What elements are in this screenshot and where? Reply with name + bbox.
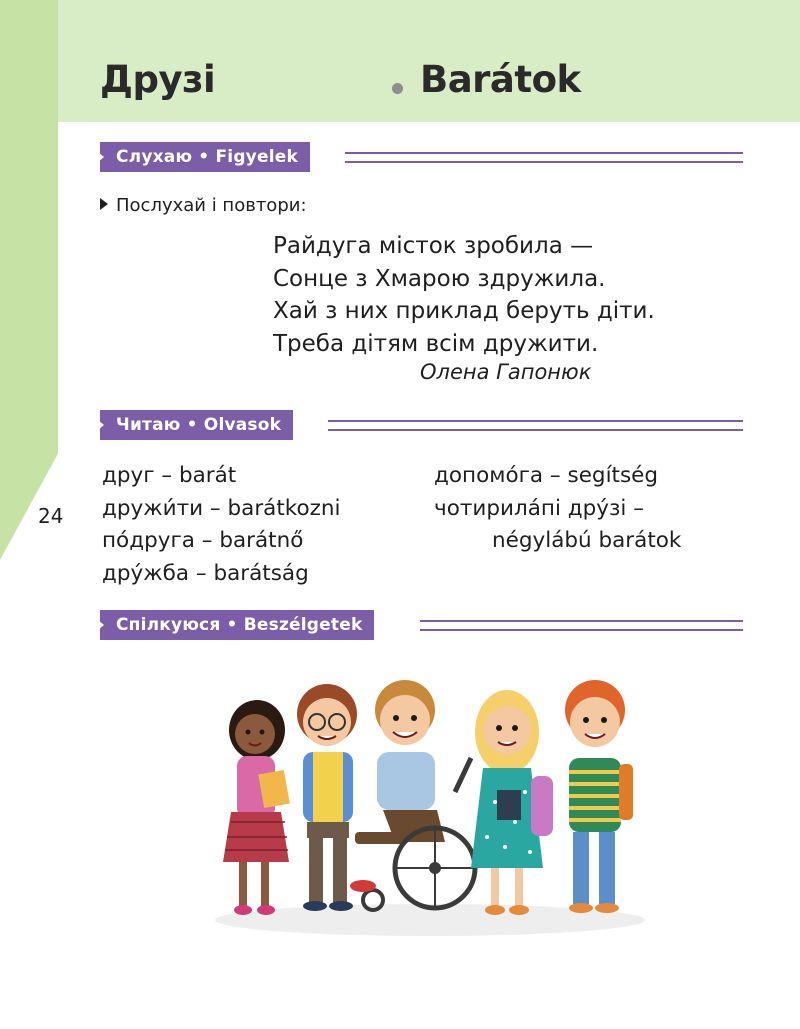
section-header-read xyxy=(100,410,743,442)
section-label-listen xyxy=(100,142,310,172)
section-label-read xyxy=(100,410,293,440)
section-rule xyxy=(328,420,743,431)
poem-line: Райдуга місток зробила — xyxy=(273,233,594,259)
instruction-text: Послухай і повтори: xyxy=(116,195,307,216)
vocab-item: чотирила́пі дру́зі – xyxy=(434,495,644,521)
section-header-listen xyxy=(100,142,743,174)
vocab-item: дружи́ти – barátkozni xyxy=(102,495,341,521)
page-number: 24 xyxy=(38,504,64,528)
section-label-listen-text: Слухаю • Figyelek xyxy=(116,147,298,167)
poem-line: Треба дітям всім дружити. xyxy=(273,330,599,357)
left-margin-strip xyxy=(0,0,58,560)
poem-author: Олена Гапонюк xyxy=(420,360,592,384)
poem-line: Хай з них приклад беруть діти. xyxy=(273,298,655,324)
page-title-ukrainian: Друзі xyxy=(100,58,216,101)
section-rule xyxy=(420,620,743,631)
chevron-right-icon xyxy=(98,620,104,630)
chevron-right-icon xyxy=(98,420,104,430)
section-header-speak xyxy=(100,610,743,642)
chevron-right-icon xyxy=(98,152,104,162)
vocabulary-list-left xyxy=(102,460,340,590)
children-illustration xyxy=(205,672,655,942)
child-girl-blonde xyxy=(471,690,553,915)
vocab-item: négylábú barátok xyxy=(492,528,682,553)
page-title-hungarian: Barátok xyxy=(420,58,581,101)
child-boy-glasses xyxy=(297,684,357,911)
child-boy-wheelchair xyxy=(350,680,475,910)
poem-line: Сонце з Хмарою здружила. xyxy=(273,265,606,292)
vocab-item: дру́жба – barátság xyxy=(102,560,309,586)
child-girl-dark-hair xyxy=(223,700,290,915)
section-label-read-text: Читаю • Olvasok xyxy=(116,415,282,435)
title-separator-dot xyxy=(392,83,403,94)
vocab-item: друг – barát xyxy=(102,463,237,488)
vocabulary-list-right xyxy=(434,460,681,558)
vocab-item: допомо́га – segítség xyxy=(434,463,659,488)
section-label-speak-text: Спілкуюся • Beszélgetek xyxy=(116,615,363,635)
triangle-bullet-icon xyxy=(100,198,108,210)
instruction xyxy=(100,195,307,216)
section-rule xyxy=(345,152,743,163)
vocab-item: по́друга – barátnő xyxy=(102,528,304,553)
child-boy-red-hair xyxy=(565,680,633,913)
poem xyxy=(273,230,655,360)
section-label-speak xyxy=(100,610,374,640)
